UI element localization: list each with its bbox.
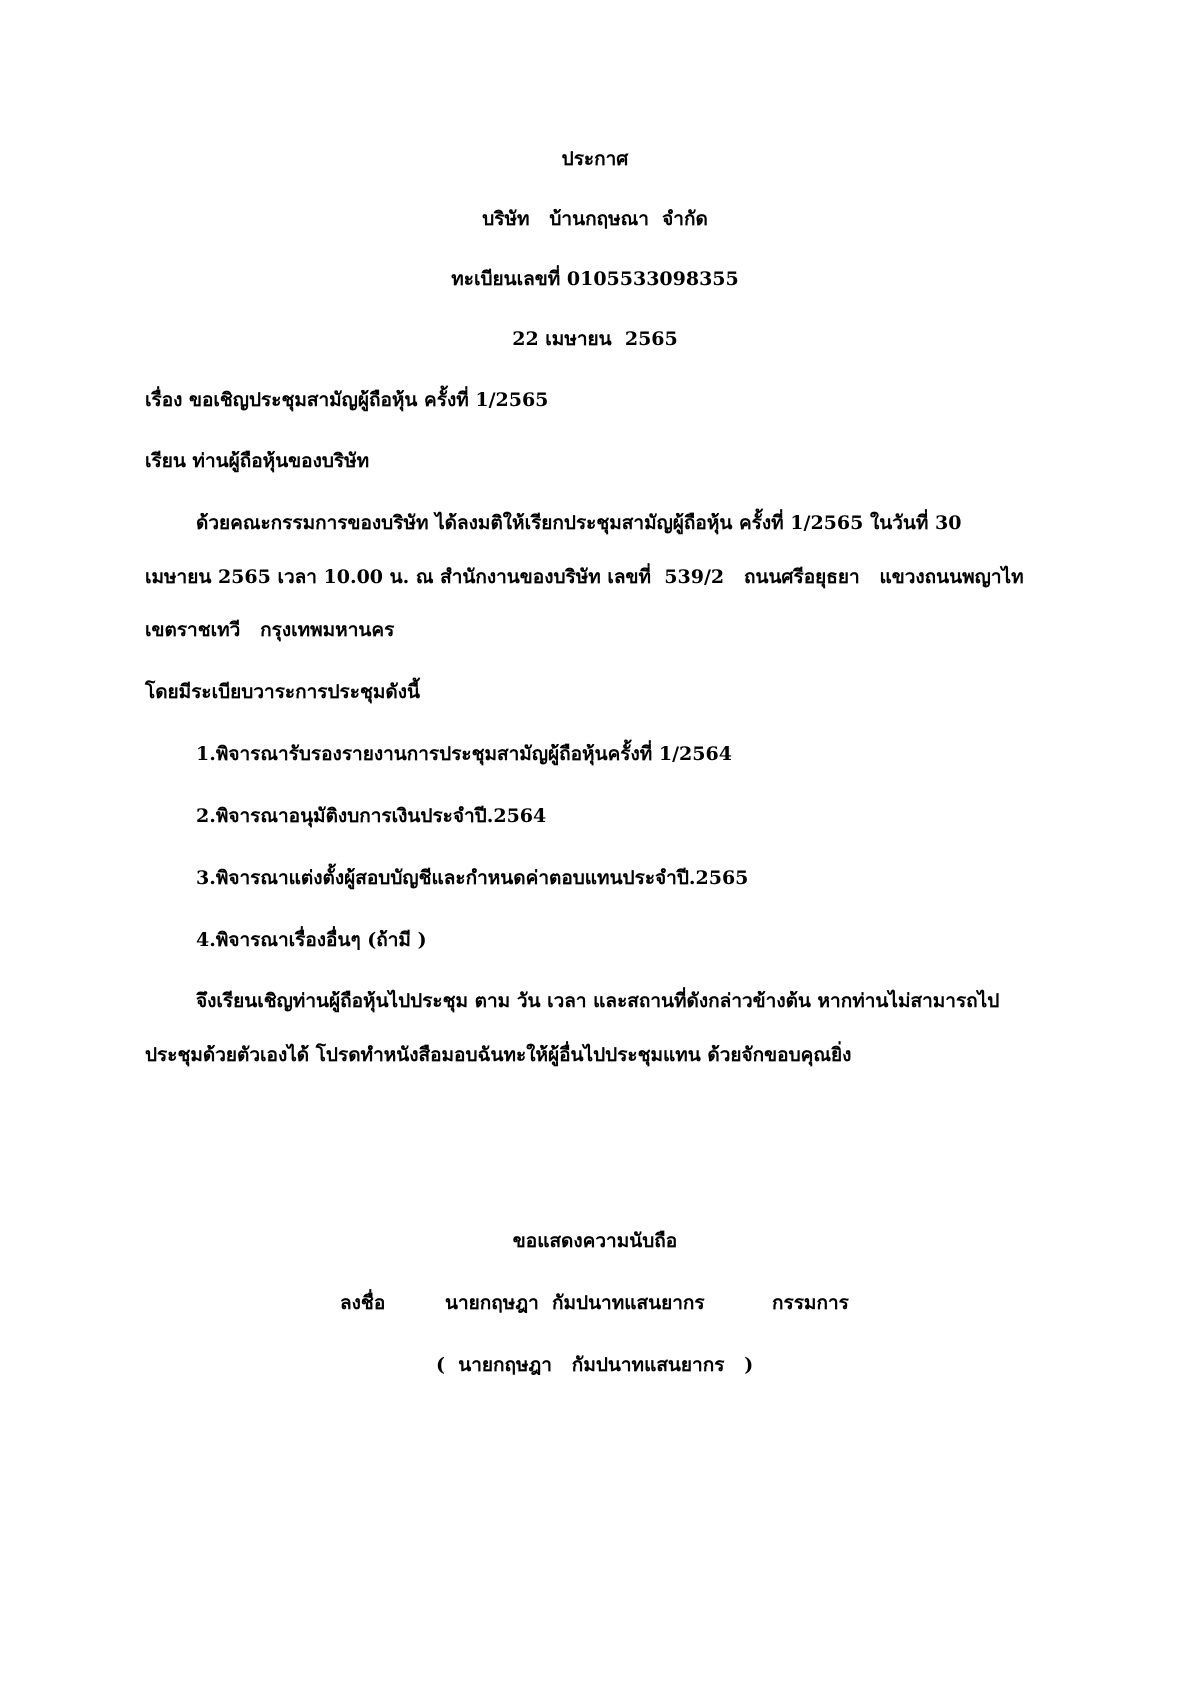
intro-line-3: เขตราชเทวี กรุงเทพมหานคร [145,619,395,641]
agenda-item: 2.พิจารณาอนุมัติงบการเงินประจำปี.2564 [196,805,547,827]
document-date: 22 เมษายน 2565 [512,328,678,350]
salutation-line: เรียน ท่านผู้ถือหุ้นของบริษัท [145,450,370,472]
agenda-item: 3.พิจารณาแต่งตั้งผู้สอบบัญชีและกำหนดค่าตอบแทนประจำปี.2565 [196,867,749,889]
closing-line-2: ประชุมด้วยตัวเองได้ โปรดทำหนังสือมอบฉันทะให้ผู้อื่นไปประชุมแทน ด้วยจักขอบคุณยิ่ง [145,1044,852,1066]
company-name: บริษัท บ้านกฤษณา จำกัด [482,208,708,230]
subject-line: เรื่อง ขอเชิญประชุมสามัญผู้ถือหุ้น ครั้งที่ 1/2565 [145,389,549,411]
intro-line-1: ด้วยคณะกรรมการของบริษัท ได้ลงมติให้เรียกประชุมสามัญผู้ถือหุ้น ครั้งที่ 1/2565 ในวันที่ 30 [196,512,962,534]
agenda-heading: โดยมีระเบียบวาระการประชุมดังนี้ [145,681,420,703]
sign-label: ลงชื่อ [340,1292,386,1314]
registration-number: ทะเบียนเลขที่ 0105533098355 [451,268,739,290]
intro-line-2: เมษายน 2565 เวลา 10.00 น. ณ สำนักงานของบริษัท เลขที่ 539/2 ถนนศรีอยุธยา แขวงถนนพญาไท [145,566,1024,588]
regards-text: ขอแสดงความนับถือ [512,1230,678,1252]
signer-role: กรรมการ [772,1292,849,1314]
document-title: ประกาศ [561,148,629,170]
signer-name: นายกฤษฎา กัมปนาทแสนยากร [445,1292,705,1314]
agenda-item: 4.พิจารณาเรื่องอื่นๆ (ถ้ามี ) [196,929,427,951]
printed-name: ( นายกฤษฎา กัมปนาทแสนยากร ) [436,1354,754,1376]
closing-line-1: จึงเรียนเชิญท่านผู้ถือหุ้นไปประชุม ตาม วัน เวลา และสถานที่ดังกล่าวข้างต้น หากท่านไม่สามารถไป [196,990,1000,1012]
agenda-item: 1.พิจารณารับรองรายงานการประชุมสามัญผู้ถือหุ้นครั้งที่ 1/2564 [196,743,732,765]
